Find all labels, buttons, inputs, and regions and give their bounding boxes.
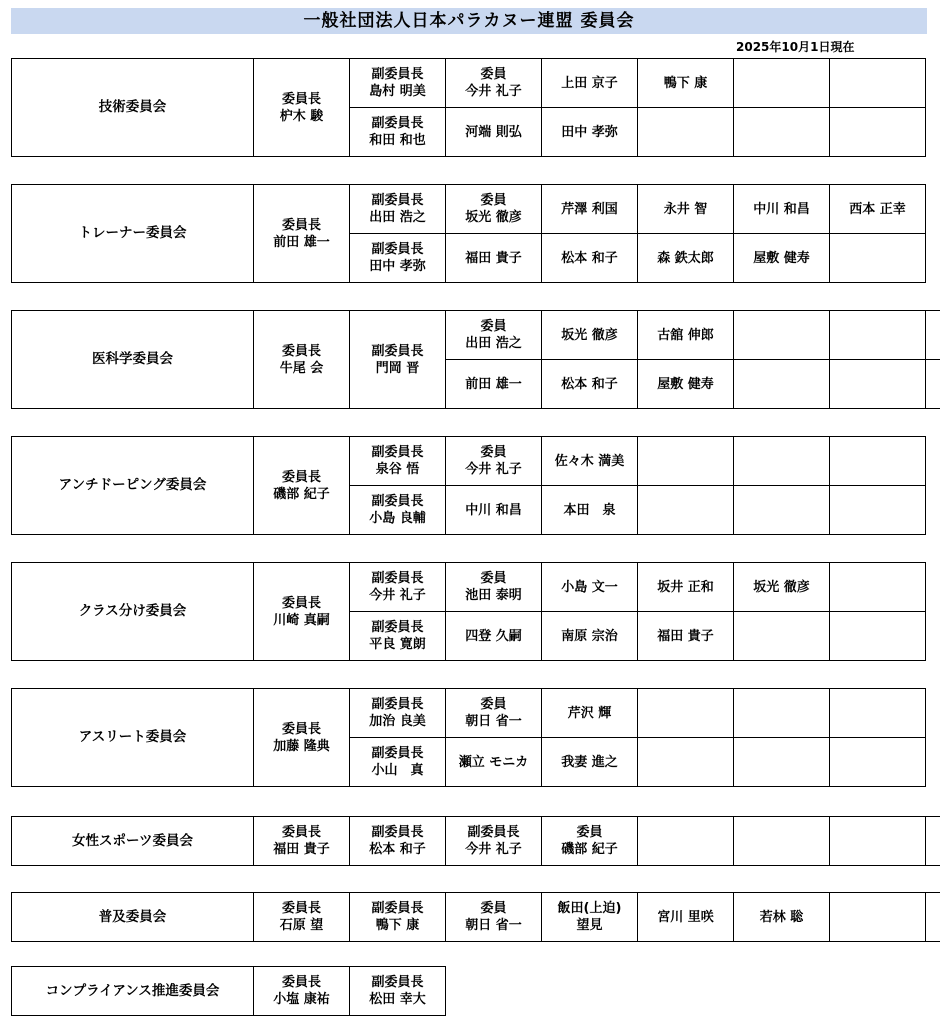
- member-name: 前田 雄一: [273, 234, 330, 250]
- member-role: 副委員長: [371, 825, 424, 840]
- member-cell: [542, 689, 638, 738]
- member-cell: [446, 360, 542, 409]
- member-role: 副委員長: [371, 193, 424, 208]
- member-role: 委員: [480, 697, 507, 712]
- member-cell: [446, 486, 542, 535]
- member-name: 松田 幸大: [369, 992, 426, 1007]
- member-name: 屋敷 健寿: [753, 250, 810, 266]
- member-name: 磯部 紀子: [273, 486, 330, 502]
- empty-cell: [734, 817, 830, 866]
- member-name: 西本 正幸: [849, 201, 906, 217]
- member-name: 磯部 紀子: [561, 842, 618, 857]
- member-name: 加治 良美: [369, 714, 426, 729]
- member-role: 委員: [480, 67, 507, 82]
- member-cell: [734, 563, 830, 612]
- committee-row: [12, 689, 940, 738]
- member-name: 芹澤 利国: [561, 201, 618, 217]
- member-name: 宮川 里咲: [657, 909, 714, 925]
- member-name: 田中 孝弥: [369, 259, 426, 274]
- member-name: 今井 礼子: [369, 588, 426, 603]
- member-name: 島村 明美: [369, 84, 426, 99]
- committee-table: [11, 816, 940, 866]
- member-cell: [446, 738, 542, 787]
- member-cell: [638, 360, 734, 409]
- member-role: 副委員長: [371, 445, 424, 460]
- member-role: 委員: [480, 319, 507, 334]
- member-name: 小塩 康祐: [273, 992, 330, 1007]
- committee-row: [12, 893, 940, 942]
- member-name: 川崎 真嗣: [273, 612, 330, 628]
- empty-cell: [734, 360, 830, 409]
- member-name: 石原 望: [279, 918, 324, 933]
- committee-row: [12, 437, 940, 486]
- committee-table: [11, 58, 940, 157]
- member-cell: [350, 108, 446, 157]
- member-name: 門岡 晋: [375, 360, 420, 376]
- member-cell: [542, 893, 638, 942]
- member-name: 和田 和也: [369, 133, 426, 148]
- empty-cell: [638, 817, 734, 866]
- member-name: 小島 文一: [561, 579, 618, 595]
- vice-chair-cell: [350, 311, 446, 409]
- member-cell: [638, 311, 734, 360]
- member-role: 副委員長: [371, 697, 424, 712]
- member-role: 委員長: [281, 825, 321, 840]
- empty-cell: [734, 108, 830, 157]
- member-cell: [734, 893, 830, 942]
- empty-cell: [638, 437, 734, 486]
- member-name: 今井 礼子: [465, 842, 522, 857]
- empty-cell: [926, 311, 940, 360]
- member-cell: [350, 185, 446, 234]
- member-name: 坂井 正和: [657, 579, 714, 595]
- member-cell: [350, 437, 446, 486]
- chair-cell: [254, 437, 350, 535]
- member-role: 委員長: [281, 721, 321, 737]
- chair-cell: [254, 563, 350, 661]
- member-name: 中川 和昌: [465, 502, 522, 518]
- member-role: 委員長: [281, 91, 321, 107]
- empty-cell: [830, 738, 926, 787]
- empty-cell: [926, 893, 940, 942]
- empty-cell: [926, 360, 940, 409]
- member-role: 委員: [480, 193, 507, 208]
- empty-cell: [734, 59, 830, 108]
- member-role: 委員長: [281, 343, 321, 359]
- member-role: 副委員長: [371, 620, 424, 635]
- empty-cell: [830, 59, 926, 108]
- member-name: 芹沢 輝: [567, 705, 612, 721]
- page-title: 一般社団法人日本パラカヌー連盟 委員会: [11, 8, 927, 34]
- member-name: 福田 貴子: [657, 628, 714, 644]
- empty-cell: [830, 234, 926, 283]
- empty-cell: [926, 817, 940, 866]
- member-role: 委員: [480, 901, 507, 916]
- committee-table: [11, 966, 446, 1016]
- member-cell: [446, 893, 542, 942]
- member-role: 委員長: [281, 469, 321, 485]
- member-cell: [350, 486, 446, 535]
- member-name: 泉谷 悟: [375, 462, 420, 477]
- empty-cell: [638, 486, 734, 535]
- empty-cell: [734, 437, 830, 486]
- member-role: 副委員長: [371, 67, 424, 82]
- member-name: 鴨下 康: [663, 75, 708, 91]
- member-role: 委員: [480, 571, 507, 586]
- chair-cell: [254, 689, 350, 787]
- member-cell: [638, 563, 734, 612]
- member-name: 松本 和子: [561, 250, 618, 266]
- empty-cell: [830, 437, 926, 486]
- member-name: 我妻 進之: [561, 754, 618, 770]
- committee-name: 技術委員会: [12, 59, 254, 157]
- member-name: 松本 和子: [369, 842, 426, 857]
- committee-table: [11, 310, 940, 409]
- member-name: 牛尾 会: [279, 360, 324, 376]
- member-cell: [638, 185, 734, 234]
- member-role: 副委員長: [371, 242, 424, 257]
- empty-cell: [638, 108, 734, 157]
- member-name: 望見: [576, 918, 603, 933]
- empty-cell: [734, 486, 830, 535]
- committee-row: [12, 563, 940, 612]
- member-role: 副委員長: [371, 571, 424, 586]
- member-name: 上田 京子: [561, 75, 618, 91]
- committee-name: コンプライアンス推進委員会: [12, 967, 254, 1016]
- empty-cell: [830, 311, 926, 360]
- member-cell: [446, 437, 542, 486]
- member-name: 中川 和昌: [753, 201, 810, 217]
- member-cell: [350, 967, 446, 1016]
- member-name: 平良 寛朗: [369, 637, 426, 652]
- member-cell: [350, 59, 446, 108]
- member-name: 森 鉄太郎: [657, 250, 714, 266]
- member-cell: [542, 59, 638, 108]
- member-cell: [254, 893, 350, 942]
- empty-cell: [830, 360, 926, 409]
- member-cell: [446, 59, 542, 108]
- member-cell: [254, 967, 350, 1016]
- member-cell: [542, 108, 638, 157]
- member-cell: [734, 234, 830, 283]
- member-cell: [446, 234, 542, 283]
- committee-table: [11, 892, 940, 942]
- member-role: 副委員長: [371, 975, 424, 990]
- member-cell: [542, 185, 638, 234]
- member-cell: [542, 437, 638, 486]
- member-role: 委員長: [281, 217, 321, 233]
- committee-name: アスリート委員会: [12, 689, 254, 787]
- member-role: 飯田(上迫): [557, 901, 622, 916]
- member-role: 副委員長: [371, 901, 424, 916]
- member-name: 池田 泰明: [465, 588, 522, 603]
- committee-row: [12, 817, 940, 866]
- member-cell: [446, 563, 542, 612]
- committee-name: 医科学委員会: [12, 311, 254, 409]
- member-name: 朝日 省一: [465, 918, 522, 933]
- empty-cell: [734, 689, 830, 738]
- member-cell: [542, 612, 638, 661]
- member-name: 永井 智: [663, 201, 708, 217]
- committee-table: [11, 688, 940, 787]
- chair-cell: [254, 59, 350, 157]
- committee-name: 女性スポーツ委員会: [12, 817, 254, 866]
- member-role: 副委員長: [467, 825, 520, 840]
- committee-row: [12, 967, 446, 1016]
- committee-table: [11, 562, 940, 661]
- committee-row: [12, 59, 940, 108]
- member-cell: [350, 689, 446, 738]
- member-cell: [350, 817, 446, 866]
- member-name: 坂光 徹彦: [561, 327, 618, 343]
- member-role: 副委員長: [371, 494, 424, 509]
- member-name: 坂光 徹彦: [465, 210, 522, 225]
- empty-cell: [830, 486, 926, 535]
- member-name: 屋敷 健寿: [657, 376, 714, 392]
- member-name: 加藤 隆典: [273, 738, 330, 754]
- member-role: 委員: [576, 825, 603, 840]
- committee-name: アンチドーピング委員会: [12, 437, 254, 535]
- empty-cell: [830, 817, 926, 866]
- empty-cell: [830, 689, 926, 738]
- member-cell: [446, 689, 542, 738]
- member-role: 委員長: [281, 901, 321, 916]
- member-cell: [350, 738, 446, 787]
- empty-cell: [830, 563, 926, 612]
- empty-cell: [638, 738, 734, 787]
- member-role: 副委員長: [371, 116, 424, 131]
- member-cell: [446, 817, 542, 866]
- member-cell: [830, 185, 926, 234]
- member-name: 鴨下 康: [375, 918, 420, 933]
- member-cell: [542, 738, 638, 787]
- member-cell: [542, 563, 638, 612]
- member-cell: [254, 817, 350, 866]
- committee-row: [12, 311, 940, 360]
- member-cell: [638, 893, 734, 942]
- member-cell: [542, 311, 638, 360]
- member-cell: [638, 612, 734, 661]
- empty-cell: [830, 108, 926, 157]
- committee-table: [11, 436, 940, 535]
- empty-cell: [638, 689, 734, 738]
- member-cell: [446, 108, 542, 157]
- committee-table: [11, 184, 940, 283]
- committee-name: クラス分け委員会: [12, 563, 254, 661]
- committee-row: [12, 185, 940, 234]
- member-role: 委員長: [281, 595, 321, 611]
- member-role: 副委員長: [371, 746, 424, 761]
- member-cell: [350, 234, 446, 283]
- member-name: 今井 礼子: [465, 84, 522, 99]
- member-cell: [542, 486, 638, 535]
- member-name: 佐々木 満美: [554, 453, 625, 469]
- member-name: 前田 雄一: [465, 376, 522, 392]
- member-name: 瀬立 モニカ: [458, 754, 529, 770]
- member-name: 四登 久嗣: [465, 628, 522, 644]
- member-name: 福田 貴子: [465, 250, 522, 266]
- member-name: 田中 孝弥: [561, 124, 618, 140]
- member-cell: [350, 893, 446, 942]
- member-name: 坂光 徹彦: [753, 579, 810, 595]
- member-name: 出田 浩之: [465, 336, 522, 351]
- member-name: 松本 和子: [561, 376, 618, 392]
- member-role: 委員: [480, 445, 507, 460]
- member-cell: [350, 563, 446, 612]
- as-of-date: 2025年10月1日現在: [736, 40, 855, 54]
- member-cell: [638, 59, 734, 108]
- member-name: 福田 貴子: [273, 842, 330, 857]
- chair-cell: [254, 311, 350, 409]
- member-name: 朝日 省一: [465, 714, 522, 729]
- member-name: 今井 礼子: [465, 462, 522, 477]
- empty-cell: [734, 311, 830, 360]
- member-name: 小山 真: [371, 763, 424, 778]
- member-name: 若林 聡: [759, 909, 804, 925]
- committee-name: 普及委員会: [12, 893, 254, 942]
- member-name: 河端 則弘: [465, 124, 522, 140]
- member-name: 南原 宗治: [561, 628, 618, 644]
- member-role: 副委員長: [371, 343, 424, 359]
- member-cell: [638, 234, 734, 283]
- member-cell: [446, 612, 542, 661]
- member-name: 本田 泉: [563, 502, 616, 518]
- chair-cell: [254, 185, 350, 283]
- member-cell: [734, 185, 830, 234]
- member-cell: [446, 185, 542, 234]
- empty-cell: [830, 893, 926, 942]
- member-name: 出田 浩之: [369, 210, 426, 225]
- member-cell: [446, 311, 542, 360]
- empty-cell: [734, 612, 830, 661]
- member-name: 枦木 駿: [279, 108, 324, 124]
- member-role: 委員長: [281, 975, 321, 990]
- member-cell: [542, 234, 638, 283]
- empty-cell: [830, 612, 926, 661]
- empty-cell: [734, 738, 830, 787]
- committee-name: トレーナー委員会: [12, 185, 254, 283]
- member-cell: [542, 360, 638, 409]
- member-cell: [542, 817, 638, 866]
- member-name: 小島 良輔: [369, 511, 426, 526]
- member-cell: [350, 612, 446, 661]
- member-name: 古舘 伸郎: [657, 327, 714, 343]
